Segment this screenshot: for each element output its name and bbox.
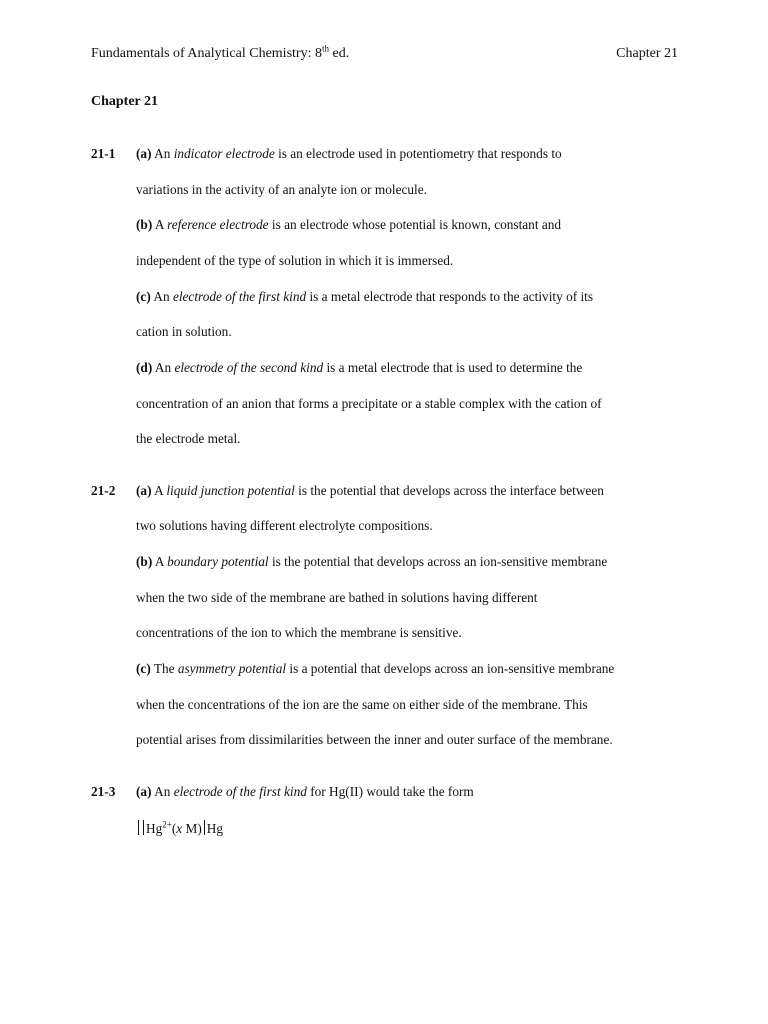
answer-line: (c) An electrode of the first kind is a metal electrode that responds to the activity of its — [136, 289, 594, 304]
answer-line: (b) A reference electrode is an electrode whose potential is known, constant and — [136, 217, 562, 232]
answer-line: (a) An electrode of the first kind for Hg(II) would take the form — [136, 784, 474, 799]
phase-boundary-bar — [204, 820, 205, 835]
header-chapter: Chapter 21 — [616, 46, 678, 61]
running-header — [91, 43, 678, 62]
problem-number: 21-3 — [91, 784, 116, 799]
phase-boundary-bar — [138, 820, 139, 835]
answer-line: when the concentrations of the ion are the same on either side of the membrane. This — [136, 697, 588, 712]
answer-line: two solutions having different electrolyte compositions. — [136, 518, 433, 533]
answer-line: the electrode metal. — [136, 431, 241, 446]
answer-line: when the two side of the membrane are bathed in solutions having different — [136, 590, 538, 605]
phase-boundary-bar — [143, 820, 144, 835]
header-book-title: Fundamentals of Analytical Chemistry: 8th ed. — [91, 43, 350, 61]
answer-line: independent of the type of solution in which it is immersed. — [136, 253, 454, 268]
problem-number: 21-1 — [91, 146, 116, 161]
problem-number: 21-2 — [91, 483, 116, 498]
answer-line: (c) The asymmetry potential is a potential that develops across an ion-sensitive membrane — [136, 661, 615, 676]
answer-line: cation in solution. — [136, 324, 232, 339]
answer-line: (b) A boundary potential is the potential that develops across an ion-sensitive membrane — [136, 554, 608, 569]
answer-line: (a) A liquid junction potential is the potential that develops across the interface between — [136, 483, 604, 498]
cell-notation: $Hg^{2+}(x$ M) Hg — [136, 820, 223, 837]
answer-line: concentrations of the ion to which the membrane is sensitive. — [136, 625, 462, 640]
answer-line: potential arises from dissimilarities between the inner and outer surface of the membrane. — [136, 732, 613, 747]
answer-line: (d) An electrode of the second kind is a metal electrode that is used to determine the — [136, 360, 583, 375]
answer-line: concentration of an anion that forms a precipitate or a stable complex with the cation of — [136, 396, 602, 411]
chapter-title: Chapter 21 — [91, 94, 159, 109]
answer-line: variations in the activity of an analyte ion or molecule. — [136, 182, 427, 197]
answer-line: (a) An indicator electrode is an electrode used in potentiometry that responds to — [136, 146, 562, 161]
